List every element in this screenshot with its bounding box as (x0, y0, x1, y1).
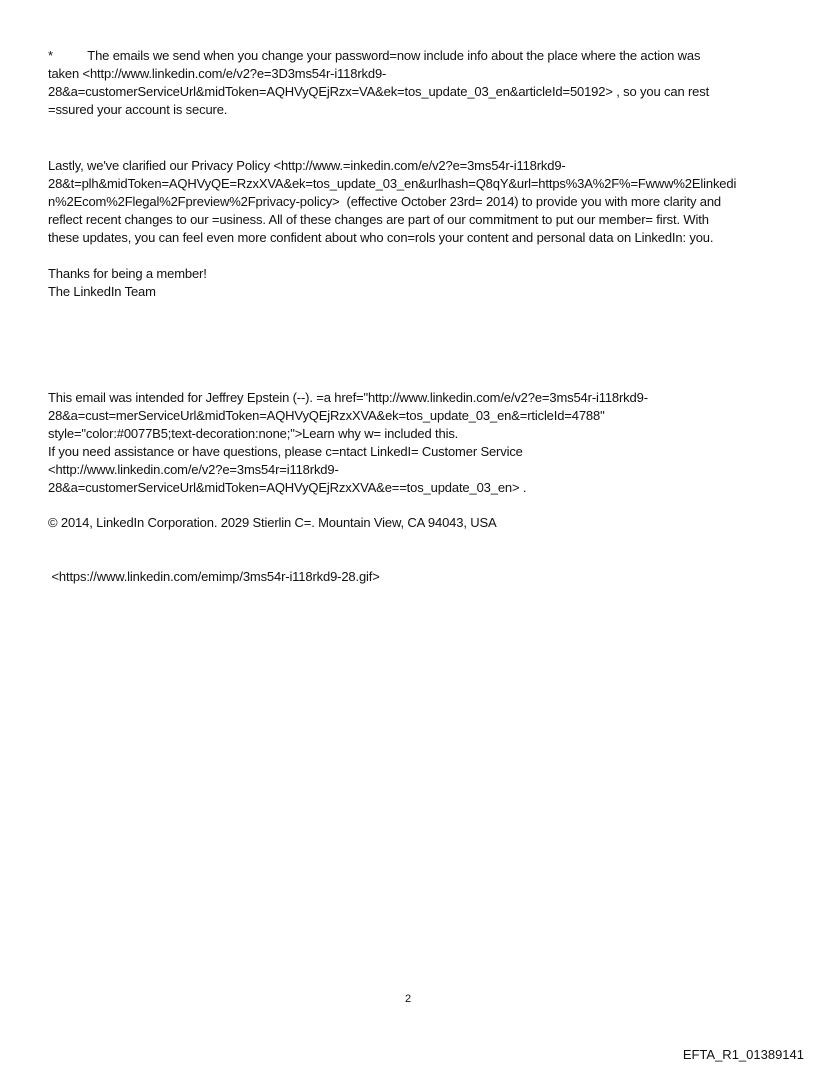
text-line: 28&a=customerServiceUrl&midToken=AQHVyQEjRzx=VA&ek=tos_update_03_en&articleId=50192> , so you can rest (48, 84, 710, 99)
text-line: n%2Ecom%2Flegal%2Fpreview%2Fprivacy-policy> (effective October 23rd= 2014) to provide you with more clarity and (48, 194, 722, 209)
text-line: Lastly, we've clarified our Privacy Policy <http://www.=inkedin.com/e/v2?e=3ms54r-i118rkd9- (48, 158, 566, 173)
text-line: style="color:#0077B5;text-decoration:none;">Learn why w= included this. (48, 426, 459, 441)
tracking-pixel-url: <https://www.linkedin.com/emimp/3ms54r-i118rkd9-28.gif> (48, 569, 380, 584)
text-line: 28&a=cust=merServiceUrl&midToken=AQHVyQEjRzxXVA&ek=tos_update_03_en&=rticleId=4788" (48, 408, 605, 423)
text-line: This email was intended for Jeffrey Epstein (--). =a href="http://www.linkedin.com/e/v2?e=3ms54r-i118rkd9- (48, 390, 648, 405)
text-line: =ssured your account is secure. (48, 102, 228, 117)
text-line: * The emails we send when you change your password=now include info about the place where the action was (48, 48, 701, 63)
text-line: 28&t=plh&midToken=AQHVyQE=RzxXVA&ek=tos_update_03_en&urlhash=Q8qY&url=https%3A%2F%=Fwww%2Elinkedi (48, 176, 737, 191)
text-line: these updates, you can feel even more confident about who con=rols your content and personal data on LinkedIn: you. (48, 230, 714, 245)
document-id: EFTA_R1_01389141 (682, 1047, 804, 1062)
text-line: <http://www.linkedin.com/e/v2?e=3ms54r=i118rkd9- (48, 462, 339, 477)
text-line: reflect recent changes to our =usiness. All of these changes are part of our commitment to put our member= first. With (48, 212, 709, 227)
copyright-line: © 2014, LinkedIn Corporation. 2029 Stierlin C=. Mountain View, CA 94043, USA (48, 515, 497, 530)
text-line: The LinkedIn Team (48, 284, 156, 299)
page-number: 2 (405, 993, 412, 1005)
text-line: Thanks for being a member! (48, 266, 207, 281)
text-line: If you need assistance or have questions, please c=ntact LinkedI= Customer Service (48, 444, 523, 459)
text-line: taken <http://www.linkedin.com/e/v2?e=3D3ms54r-i118rkd9- (48, 66, 387, 81)
text-line: 28&a=customerServiceUrl&midToken=AQHVyQEjRzxXVA&e==tos_update_03_en> . (48, 480, 527, 495)
